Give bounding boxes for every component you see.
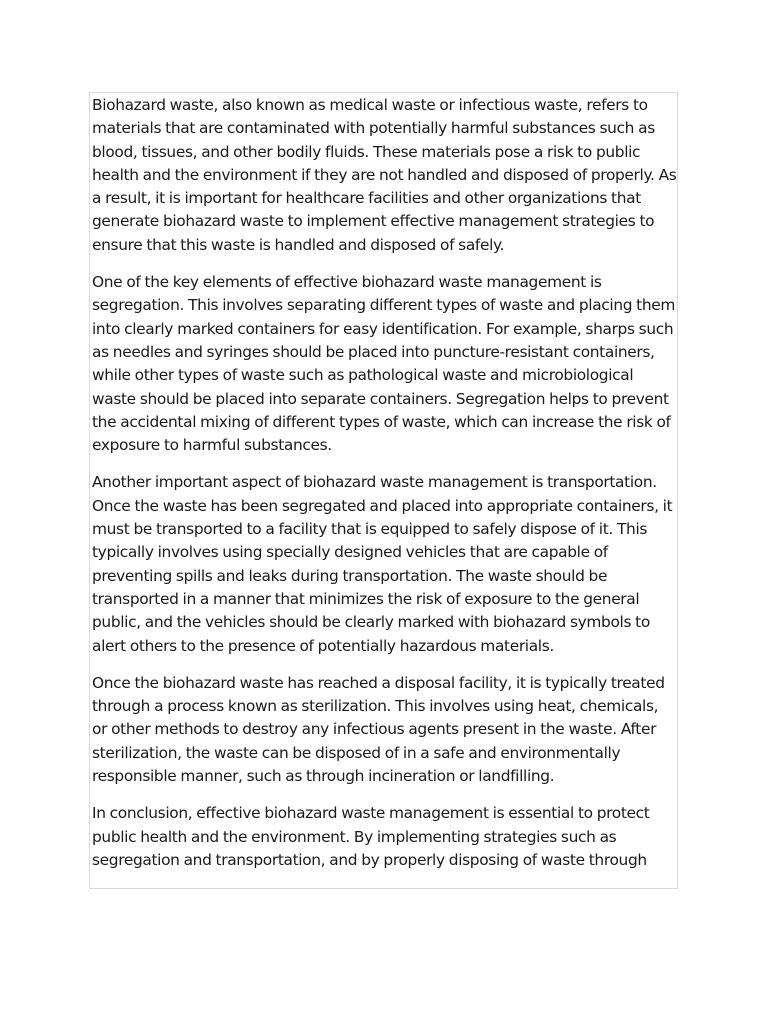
paragraph-transportation: Another important aspect of biohazard waste management is transportation. Once the waste has been segregated and placed into appropriate containers, it must be transported to a facility that is equipped to safely dispose of it. This typically involves using specially designed vehicles that are capable of preventing spills and leaks during transportation. The waste should be transported in a manner that minimizes the risk of exposure to the general public, and the vehicles should be clearly marked with biohazard symbols to alert others to the presence of potentially hazardous materials. [92,473,673,655]
paragraph-segregation: One of the key elements of effective biohazard waste management is segregation. This involves separating different types of waste and placing them into clearly marked containers for easy identification. For example, sharps such as needles and syringes should be placed into puncture-resistant containers, while other types of waste such as pathological waste and microbiological waste should be placed into separate containers. Segregation helps to prevent the accidental mixing of different types of waste, which can increase the risk of exposure to harmful substances. [92,273,676,455]
paragraph-conclusion: In conclusion, effective biohazard waste management is essential to protect public health and the environment. By implementing strategies such as segregation and transportation, and by properly disposing of waste through [92,804,650,869]
paragraph-introduction: Biohazard waste, also known as medical waste or infectious waste, refers to materials that are contaminated with potentially harmful substances such as blood, tissues, and other bodily fluids. These materials pose a risk to public health and the environment if they are not handled and disposed of properly. As a result, it is important for healthcare facilities and other organizations that generate biohazard waste to implement effective management strategies to ensure that this waste is handled and disposed of safely. [92,96,677,254]
document-text-box [89,92,678,889]
paragraph-sterilization: Once the biohazard waste has reached a disposal facility, it is typically treated through a process known as sterilization. This involves using heat, chemicals, or other methods to destroy any infectious agents present in the waste. After sterilization, the waste can be disposed of in a safe and environmentally responsible manner, such as through incineration or landfilling. [92,673,665,786]
